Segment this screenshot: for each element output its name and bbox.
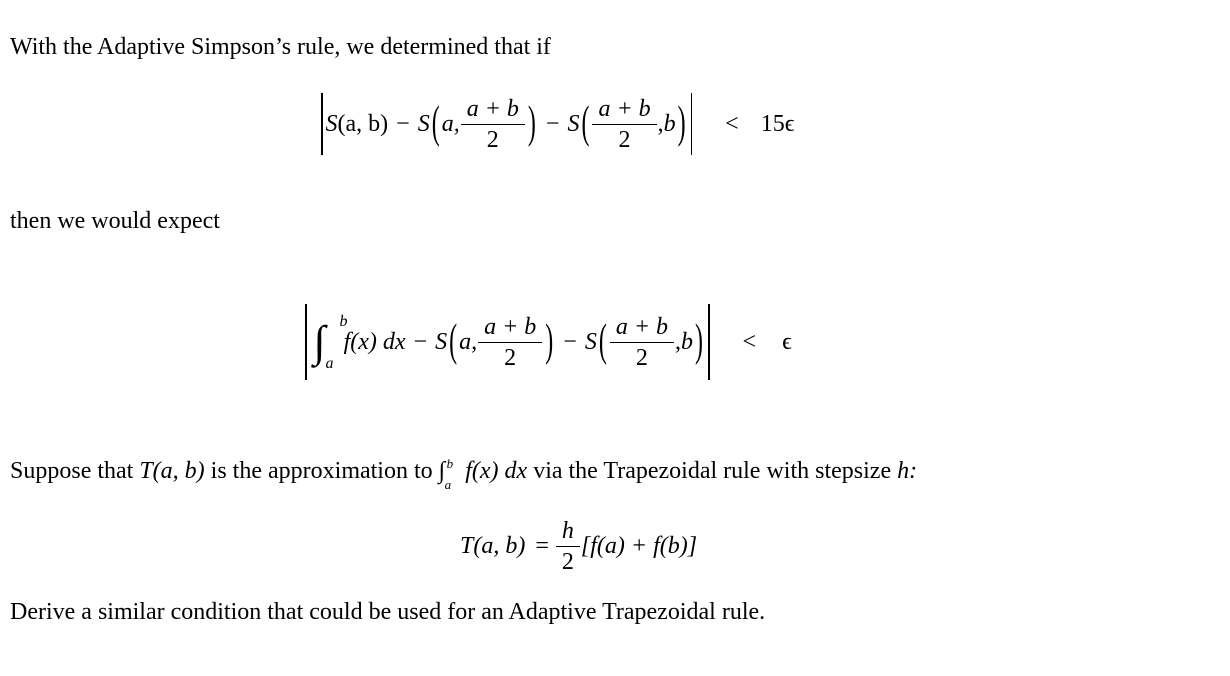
expect-text: then we would expect [10,208,220,234]
eq1-S: S [325,110,338,137]
paren-close: ) [677,98,686,148]
simpson-error-condition: S (a, b) − S ( a, $\frac{a + b}{2}$ ) − S ( $\frac{a + b}{2}$ , b ) < 15ϵ [318,88,794,160]
eq1-frac2-den: 2 [592,124,656,152]
paren-open: ( [598,316,607,366]
eq1-rhs: 15ϵ [760,110,795,137]
eq2-S: S [435,328,448,355]
eq2-a-comma: a, [459,328,478,355]
inline-integral-expr: f(x) dx [465,458,528,484]
eq2-frac2-num: a + b [615,313,669,340]
paren-open: ( [449,316,458,366]
eq2-integrand: f(x) dx [343,328,406,355]
eq3-equals: = [535,532,549,559]
paren-open: ( [581,98,590,148]
eq1-fraction-1 [464,97,522,152]
inline-T-ab: T(a, b) [139,458,205,484]
eq2-frac2-den: 2 [610,342,674,370]
eq3-frac-num: h [561,517,574,544]
eq1-fraction-2 [595,97,653,152]
inline-integral-sign: ∫ b a [439,458,446,484]
paren-close: ) [695,316,704,366]
inline-h: h: [897,458,918,484]
integral-error-condition: ∫ b a f(x) dx − S ( a, $\frac{a + b}{2}$ ) − S ( $\frac{a + b}{2}$ , b ) < ϵ [302,302,792,382]
abs-bar-left [305,304,307,380]
eq2-fraction-2 [613,315,671,370]
eq3-rhs: [f(a) + f(b)] [580,532,698,559]
eq3-frac-den: 2 [556,546,580,574]
paren-close: ) [545,316,554,366]
eq2-b: b [681,328,694,355]
eq1-minus-1: − [396,110,410,137]
trapezoid-formula [460,516,697,576]
eq2-rhs: ϵ [782,328,792,355]
eq2-minus-1: − [413,328,428,355]
integral-sign: ∫ b a [313,313,348,372]
eq2-frac1-num: a + b [484,313,537,340]
task-text: Derive a similar condition that could be used for an Adaptive Trapezoidal rule. [10,599,766,625]
intro-text: With the Adaptive Simpson’s rule, we determined that if [10,34,551,60]
eq3-fraction [559,519,577,574]
abs-bar-right [691,93,693,155]
inline-upper-limit: b [446,456,454,471]
abs-bar-left [321,93,323,155]
integral-lower-limit: a [325,355,334,372]
eq2-S2: S [584,328,597,355]
eq1-minus-2: − [545,110,560,137]
trapezoid-intro-text [10,456,918,492]
inline-lower-limit: a [444,477,452,492]
para3-after: via the Trapezoidal rule with stepsize [533,458,892,484]
para3-before: Suppose that [10,458,134,484]
eq2-minus-2: − [563,328,577,355]
eq1-S3: S [567,110,580,137]
eq1-frac1-num: a + b [466,95,519,122]
eq3-lhs: T(a, b) [460,532,526,559]
eq2-frac1-den: 2 [478,342,542,370]
eq2-less-than: < [742,328,757,355]
eq1-S2: S [417,110,430,137]
abs-bar-right [708,304,710,380]
paren-open: ( [431,98,440,148]
paren-close: ) [527,98,536,148]
eq1-args-ab: (a, b) [337,110,389,137]
integral-upper-limit: b [339,313,348,330]
eq1-a-comma: a, [441,110,460,137]
eq1-b: b [663,110,676,137]
eq1-frac1-den: 2 [461,124,525,152]
para3-mid: is the approximation to [210,458,433,484]
eq2-fraction-1 [481,315,539,370]
eq1-frac2-num: a + b [598,95,651,122]
eq1-less-than: < [725,110,739,137]
